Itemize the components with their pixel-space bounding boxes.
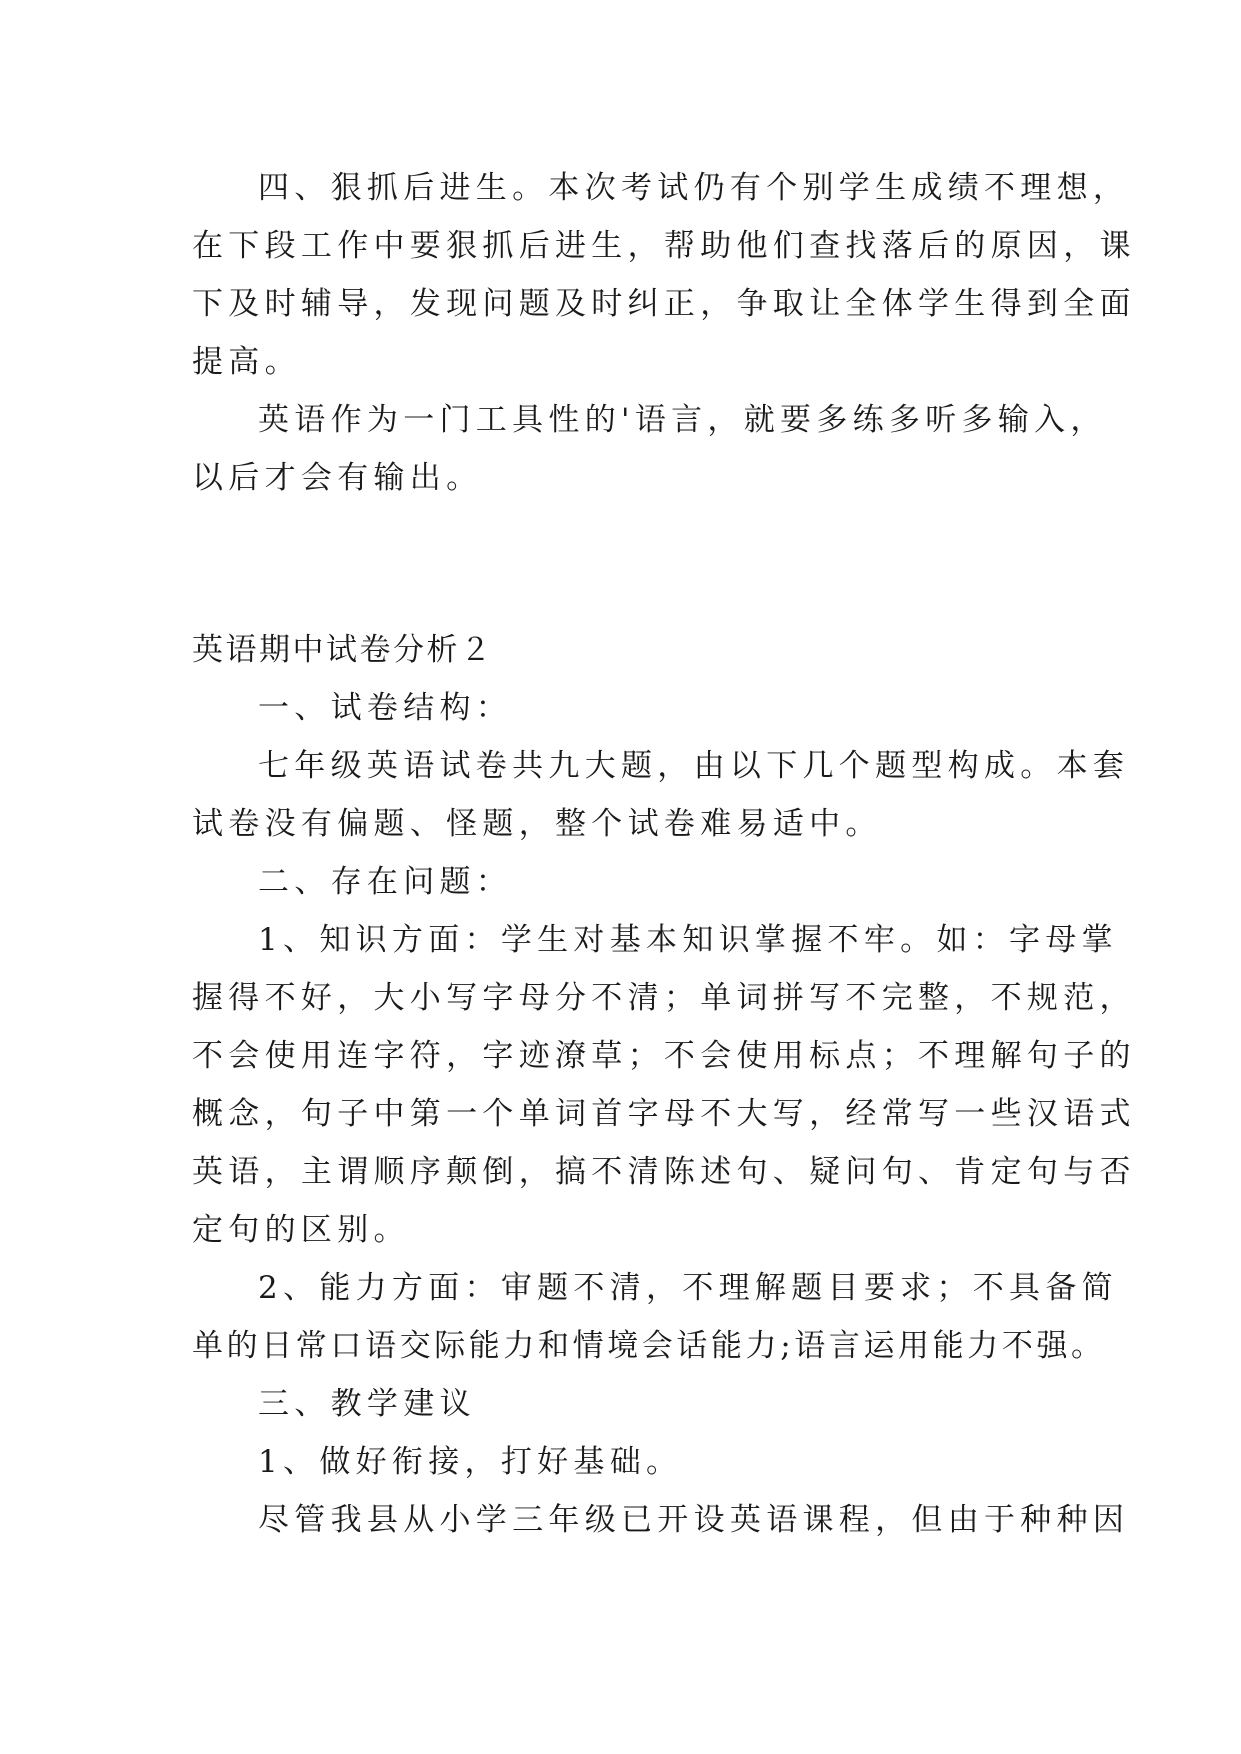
paragraph-line: 1、做好衔接，打好基础。 (258, 1444, 683, 1480)
paragraph-line: 握得不好，大小写字母分不清；单词拼写不完整，不规范， (192, 980, 1136, 1016)
paragraph-line: 在下段工作中要狠抓后进生，帮助他们查找落后的原因，课 (192, 228, 1136, 264)
paragraph-line: 试卷没有偏题、怪题，整个试卷难易适中。 (192, 806, 882, 842)
paragraph-line: 1、知识方面：学生对基本知识掌握不牢。如：字母掌 (258, 922, 1118, 958)
paragraph-line: 英语，主谓顺序颠倒，搞不清陈述句、疑问句、肯定句与否 (192, 1154, 1136, 1190)
paragraph-line: 七年级英语试卷共九大题，由以下几个题型构成。本套 (258, 748, 1130, 784)
section-title: 英语期中试卷分析２ (192, 632, 494, 668)
paragraph-line: 四、狠抓后进生。本次考试仍有个别学生成绩不理想， (258, 170, 1130, 206)
paragraph-line: 以后才会有输出。 (192, 460, 483, 496)
paragraph-line: 概念，句子中第一个单词首字母不大写，经常写一些汉语式 (192, 1096, 1136, 1132)
paragraph-line: 提高。 (192, 344, 301, 380)
paragraph-line: 尽管我县从小学三年级已开设英语课程，但由于种种因 (258, 1502, 1130, 1538)
paragraph-line: 不会使用连字符，字迹潦草；不会使用标点；不理解句子的 (192, 1038, 1136, 1074)
paragraph-line: 单的日常口语交际能力和情境会话能力;语言运用能力不强。 (192, 1328, 1106, 1364)
paragraph-line: 2、能力方面：审题不清，不理解题目要求；不具备简 (258, 1270, 1118, 1306)
section-heading: 三、教学建议 (258, 1386, 476, 1422)
paragraph-line: 英语作为一门工具性的'语言，就要多练多听多输入， (258, 402, 1107, 438)
paragraph-line: 下及时辅导，发现问题及时纠正，争取让全体学生得到全面 (192, 286, 1136, 322)
section-heading: 二、存在问题： (258, 864, 513, 900)
paragraph-line: 定句的区别。 (192, 1212, 410, 1248)
section-heading: 一、试卷结构： (258, 690, 513, 726)
